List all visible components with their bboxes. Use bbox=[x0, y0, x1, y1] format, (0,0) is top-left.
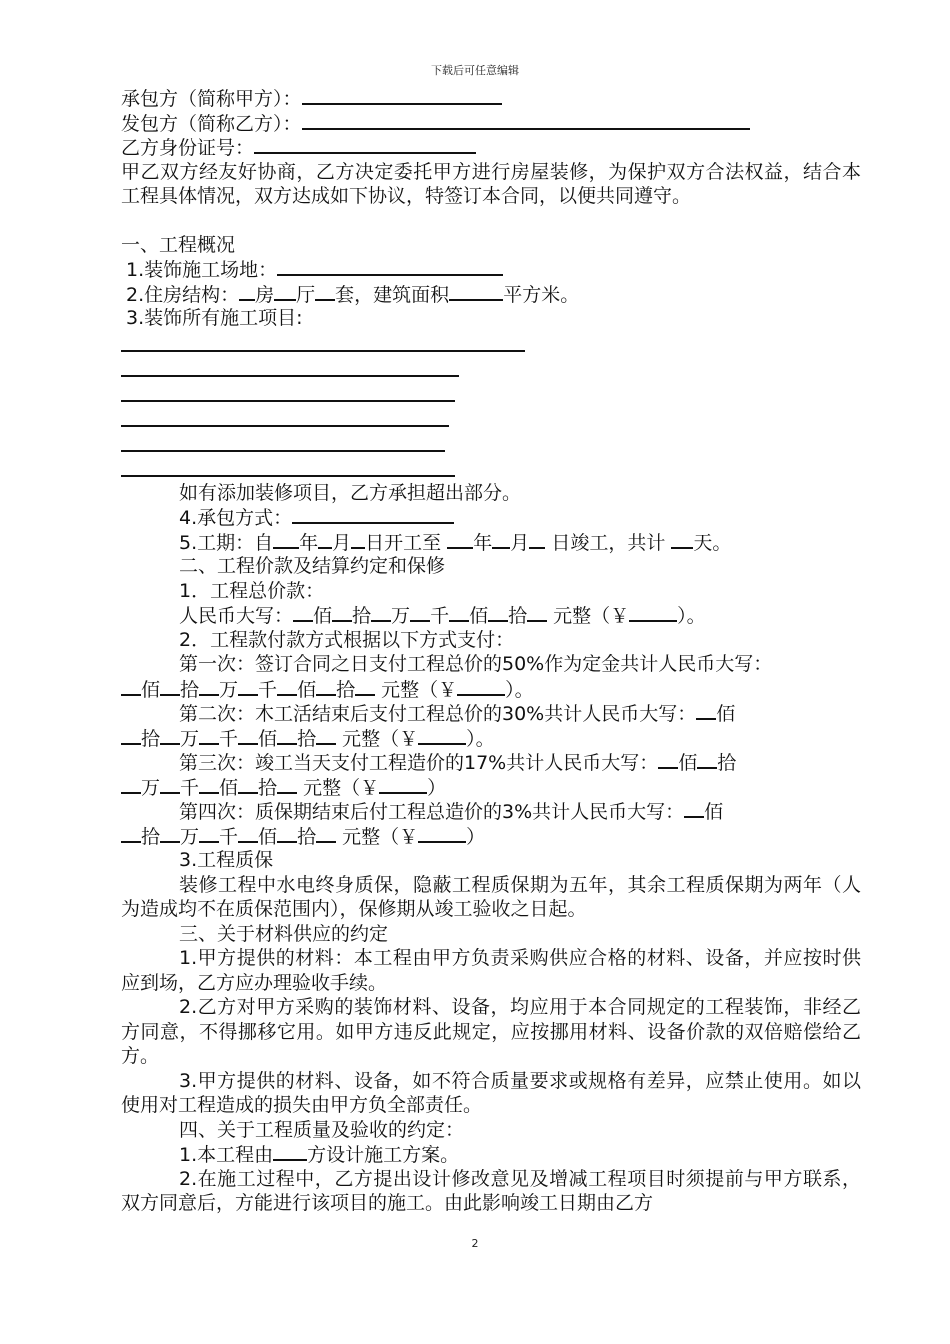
items-label: 3.装饰所有施工项目: bbox=[126, 307, 303, 329]
unit-shi: 拾 bbox=[180, 678, 200, 701]
close-paren: ）。 bbox=[677, 605, 706, 627]
year-unit: 年 bbox=[473, 531, 493, 554]
amount-blank[interactable] bbox=[121, 775, 141, 794]
rmb-total-line bbox=[121, 603, 861, 628]
structure-label: 2.住房结构： bbox=[126, 283, 240, 306]
structure-line bbox=[121, 282, 861, 307]
unit-shi: 拾 bbox=[141, 727, 161, 750]
days-unit: 天。 bbox=[693, 531, 732, 554]
section-1-title: 一、工程概况 bbox=[121, 233, 236, 256]
payment-2-label: 第二次：木工活结束后支付工程总价的30%共计人民币大写： bbox=[179, 703, 697, 725]
amount-blank[interactable] bbox=[160, 824, 180, 843]
unit-yuan: 元整（￥ bbox=[381, 678, 458, 701]
payment-3-line bbox=[121, 750, 861, 775]
amount-figure-blank[interactable] bbox=[629, 603, 677, 622]
quality-paragraph: 装修工程中水电终身质保，隐蔽工程质保期为五年，其余工程质保期为两年（人为造成均不在质保范围内），保修期从竣工验收之日起。 bbox=[121, 873, 861, 920]
unit-shi: 拾 bbox=[297, 825, 317, 848]
employer-label: 发包方（简称乙方）： bbox=[121, 112, 302, 135]
amount-blank[interactable] bbox=[488, 603, 508, 622]
total-price-label: 1．工程总价款： bbox=[179, 579, 325, 602]
amount-blank[interactable] bbox=[316, 677, 336, 696]
payment-4-line bbox=[121, 799, 861, 824]
mode-line bbox=[121, 505, 861, 530]
amount-blank[interactable] bbox=[199, 726, 219, 745]
hall-blank[interactable] bbox=[274, 282, 296, 301]
items-blank-line[interactable] bbox=[121, 431, 861, 456]
amount-blank[interactable] bbox=[277, 824, 297, 843]
payment-2-amount bbox=[121, 726, 861, 751]
payment-2-line bbox=[121, 701, 861, 726]
items-blank-line[interactable] bbox=[121, 406, 861, 431]
contract-body bbox=[121, 86, 861, 1216]
contractor-label: 承包方（简称甲方）： bbox=[121, 88, 302, 110]
close-paren: ） bbox=[427, 776, 447, 799]
items-blank-line[interactable] bbox=[121, 331, 861, 356]
end-month-blank[interactable] bbox=[492, 530, 510, 549]
section-2-title: 二、工程价款及结算约定和保修 bbox=[179, 555, 446, 577]
period-line bbox=[121, 530, 861, 555]
unit-bai: 佰 bbox=[141, 678, 161, 701]
items-blank-line[interactable] bbox=[121, 456, 861, 481]
payment-1-amount bbox=[121, 677, 861, 702]
start-year-blank[interactable] bbox=[273, 530, 299, 549]
area-blank[interactable] bbox=[449, 282, 503, 301]
amount-blank[interactable] bbox=[277, 775, 297, 794]
room-blank[interactable] bbox=[239, 282, 255, 301]
amount-figure-blank[interactable] bbox=[379, 775, 427, 794]
amount-blank[interactable] bbox=[238, 824, 258, 843]
unit-shi: 拾 bbox=[508, 605, 528, 627]
amount-blank[interactable] bbox=[199, 824, 219, 843]
items-blank-line[interactable] bbox=[121, 381, 861, 406]
amount-blank[interactable] bbox=[355, 677, 375, 696]
unit-yuan: 元整（￥ bbox=[553, 605, 630, 627]
amount-blank[interactable] bbox=[277, 677, 297, 696]
hall-unit: 厅 bbox=[296, 283, 316, 306]
page-number: 2 bbox=[471, 1237, 479, 1250]
amount-blank[interactable] bbox=[238, 775, 258, 794]
payment-3-amount bbox=[121, 775, 861, 800]
days-blank[interactable] bbox=[671, 530, 693, 549]
unit-bai: 佰 bbox=[219, 776, 239, 799]
month-unit: 月 bbox=[332, 531, 352, 554]
amount-blank[interactable] bbox=[658, 750, 678, 769]
close-paren: ）。 bbox=[505, 678, 534, 701]
employer-blank[interactable] bbox=[302, 111, 750, 130]
unit-shi: 拾 bbox=[141, 825, 161, 848]
unit-bai: 佰 bbox=[258, 727, 278, 750]
unit-qian: 千 bbox=[258, 678, 278, 701]
unit-wan: 万 bbox=[180, 825, 200, 848]
quality-title: 3.工程质保 bbox=[179, 849, 274, 871]
amount-blank[interactable] bbox=[238, 726, 258, 745]
materials-paragraph-2: 2.乙方对甲方采购的装饰材料、设备，均应用于本合同规定的工程装饰，非经乙方同意，不得挪移它用。如甲方违反此规定，应按挪用材料、设备价款的双倍赔偿给乙方。 bbox=[121, 996, 861, 1067]
materials-paragraph-3: 3.甲方提供的材料、设备，如不符合质量要求或规格有差异，应禁止使用。如以使用对工程造成的损失由甲方负全部责任。 bbox=[121, 1069, 861, 1116]
payment-1-line: 第一次：签订合同之日支付工程总价的50%作为定金共计人民币大写： bbox=[179, 653, 773, 675]
end-year-blank[interactable] bbox=[447, 530, 473, 549]
unit-shi: 拾 bbox=[297, 727, 317, 750]
unit-shi: 拾 bbox=[352, 605, 372, 627]
extra-items-note: 如有添加装修项目，乙方承担超出部分。 bbox=[179, 481, 522, 504]
amount-figure-blank[interactable] bbox=[418, 726, 466, 745]
amount-blank[interactable] bbox=[316, 726, 336, 745]
contractor-blank[interactable] bbox=[302, 86, 502, 105]
quality-acceptance-paragraph: 2.在施工过程中，乙方提出设计修改意见及增减工程项目时须提前与甲方联系，双方同意后，方能进行该项目的施工。由此影响竣工日期由乙方 bbox=[121, 1167, 861, 1214]
end-day-blank[interactable] bbox=[529, 530, 545, 549]
design-party-label: 1.本工程由 bbox=[179, 1144, 274, 1166]
amount-blank[interactable] bbox=[410, 603, 430, 622]
id-label: 乙方身份证号： bbox=[121, 137, 255, 159]
amount-blank[interactable] bbox=[332, 603, 352, 622]
amount-blank[interactable] bbox=[449, 603, 469, 622]
unit-yuan: 元整（￥ bbox=[342, 727, 419, 750]
amount-blank[interactable] bbox=[277, 726, 297, 745]
section-4-title: 四、关于工程质量及验收的约定： bbox=[179, 1118, 465, 1141]
unit-shi: 拾 bbox=[717, 752, 737, 774]
section-3-title: 三、关于材料供应的约定 bbox=[179, 922, 389, 945]
unit-yuan: 元整（￥ bbox=[342, 825, 419, 848]
amount-blank[interactable] bbox=[199, 775, 219, 794]
page-header-note: 下载后可任意编辑 bbox=[431, 64, 519, 77]
end-label: 日竣工，共计 bbox=[551, 531, 666, 554]
items-blank-line[interactable] bbox=[121, 356, 861, 381]
amount-blank[interactable] bbox=[121, 726, 141, 745]
month-unit: 月 bbox=[510, 531, 530, 554]
mode-blank[interactable] bbox=[292, 505, 454, 524]
amount-blank[interactable] bbox=[293, 603, 313, 622]
close-paren: ） bbox=[466, 825, 486, 848]
area-label: 套，建筑面积 bbox=[335, 283, 450, 306]
amount-blank[interactable] bbox=[121, 677, 141, 696]
unit-qian: 千 bbox=[430, 605, 450, 627]
unit-bai: 佰 bbox=[469, 605, 489, 627]
unit-shi: 拾 bbox=[258, 776, 278, 799]
unit-yuan: 元整（￥ bbox=[303, 776, 380, 799]
payment-method-label: 2．工程款付款方式根据以下方式支付： bbox=[179, 628, 515, 651]
payment-4-amount bbox=[121, 824, 861, 849]
unit-qian: 千 bbox=[180, 776, 200, 799]
amount-blank[interactable] bbox=[684, 799, 704, 818]
unit-bai: 佰 bbox=[313, 605, 333, 627]
unit-shi: 拾 bbox=[336, 678, 356, 701]
amount-blank[interactable] bbox=[371, 603, 391, 622]
id-line bbox=[121, 135, 861, 160]
start-label: 日开工至 bbox=[365, 531, 442, 554]
unit-bai: 佰 bbox=[704, 801, 724, 823]
year-unit: 年 bbox=[299, 531, 319, 554]
amount-blank[interactable] bbox=[697, 750, 717, 769]
payment-4-label: 第四次：质保期结束后付工程总造价的3%共计人民币大写： bbox=[179, 801, 685, 823]
amount-figure-blank[interactable] bbox=[418, 824, 466, 843]
period-label: 5.工期：自 bbox=[179, 531, 274, 554]
amount-blank[interactable] bbox=[199, 677, 219, 696]
unit-bai: 佰 bbox=[258, 825, 278, 848]
employer-line bbox=[121, 111, 861, 136]
amount-blank[interactable] bbox=[160, 677, 180, 696]
amount-figure-blank[interactable] bbox=[457, 677, 505, 696]
amount-blank[interactable] bbox=[316, 824, 336, 843]
design-party-blank[interactable] bbox=[273, 1142, 307, 1161]
unit-qian: 千 bbox=[219, 727, 239, 750]
amount-blank[interactable] bbox=[238, 677, 258, 696]
site-label: 1.装饰施工场地： bbox=[126, 259, 278, 281]
intro-paragraph: 甲乙双方经友好协商，乙方决定委托甲方进行房屋装修，为保护双方合法权益，结合本工程具体情况，双方达成如下协议，特签订本合同，以便共同遵守。 bbox=[121, 160, 861, 207]
payment-3-label: 第三次：竣工当天支付工程造价的17%共计人民币大写： bbox=[179, 752, 659, 774]
design-party-line bbox=[121, 1142, 861, 1167]
amount-blank[interactable] bbox=[160, 775, 180, 794]
id-blank[interactable] bbox=[254, 135, 476, 154]
unit-qian: 千 bbox=[219, 825, 239, 848]
room-unit: 房 bbox=[255, 283, 275, 306]
site-line bbox=[121, 257, 861, 282]
unit-wan: 万 bbox=[141, 776, 161, 799]
amount-blank[interactable] bbox=[160, 726, 180, 745]
set-blank[interactable] bbox=[315, 282, 335, 301]
rmb-label: 人民币大写： bbox=[179, 605, 294, 627]
unit-bai: 佰 bbox=[297, 678, 317, 701]
unit-wan: 万 bbox=[391, 605, 411, 627]
design-party-suffix: 方设计施工方案。 bbox=[307, 1144, 460, 1166]
unit-wan: 万 bbox=[219, 678, 239, 701]
contractor-line bbox=[121, 86, 861, 111]
amount-blank[interactable] bbox=[696, 701, 716, 720]
unit-bai: 佰 bbox=[716, 703, 736, 725]
amount-blank[interactable] bbox=[121, 824, 141, 843]
start-month-blank[interactable] bbox=[318, 530, 332, 549]
unit-bai: 佰 bbox=[678, 752, 698, 774]
unit-wan: 万 bbox=[180, 727, 200, 750]
close-paren: ）。 bbox=[466, 727, 495, 750]
mode-label: 4.承包方式： bbox=[179, 507, 293, 529]
amount-blank[interactable] bbox=[527, 603, 547, 622]
area-unit: 平方米。 bbox=[503, 283, 580, 306]
materials-paragraph-1: 1.甲方提供的材料：本工程由甲方负责采购供应合格的材料、设备，并应按时供应到场，乙方应办理验收手续。 bbox=[121, 947, 861, 994]
start-day-blank[interactable] bbox=[351, 530, 365, 549]
site-blank[interactable] bbox=[277, 257, 503, 276]
